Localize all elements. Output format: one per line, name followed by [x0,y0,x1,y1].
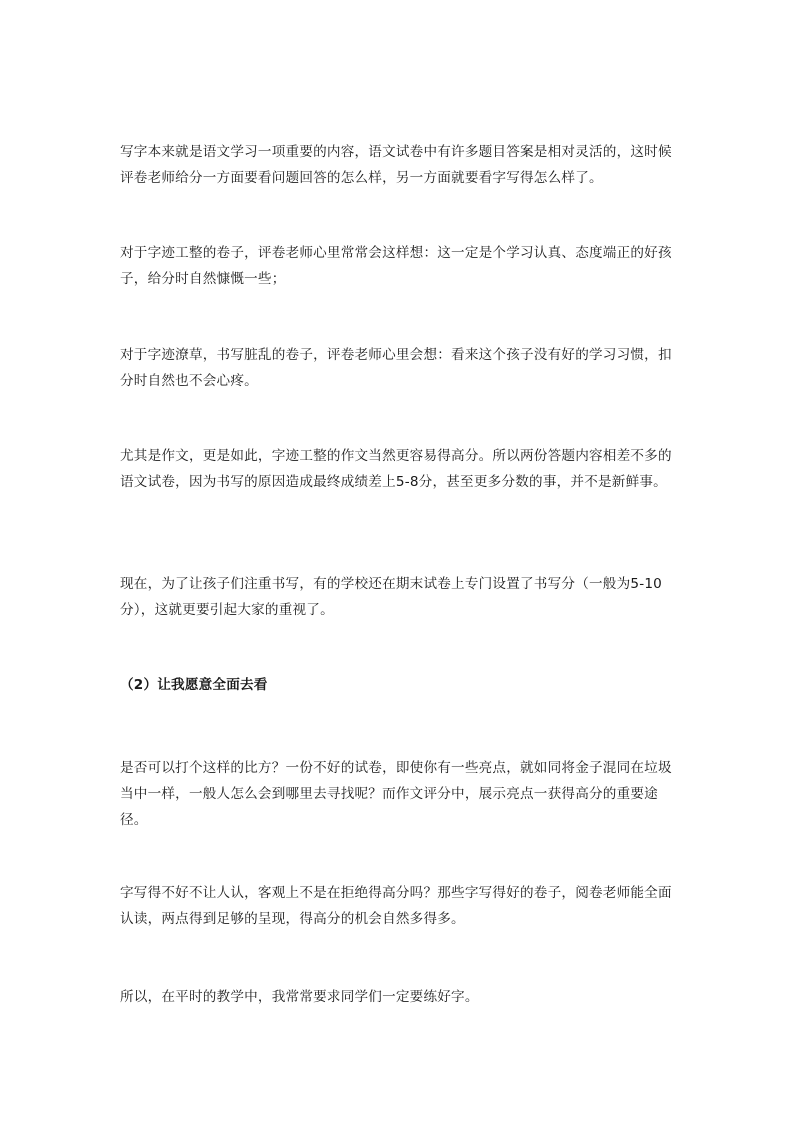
paragraph-1: 写字本来就是语文学习一项重要的内容，语文试卷中有许多题目答案是相对灵活的，这时候评卷老师给分一方面要看问题回答的怎么样，另一方面就要看字写得怎么样了。 [120,144,672,186]
paragraph-6: 是否可以打个这样的比方？一份不好的试卷，即使你有一些亮点，就如同将金子混同在垃圾当中一样，一般人怎么会到哪里去寻找呢？而作文评分中，展示亮点一获得高分的重要途径。 [120,760,672,828]
paragraph-2: 对于字迹工整的卷子，评卷老师心里常常会这样想：这一定是个学习认真、态度端正的好孩子，给分时自然慷慨一些； [120,245,672,287]
paragraph-5: 现在，为了让孩子们注重书写，有的学校还在期末试卷上专门设置了书写分（一般为5-10分），这就更要引起大家的重视了。 [120,576,663,618]
paragraph-8: 所以，在平时的教学中，我常常要求同学们一定要练好字。 [120,989,479,1005]
section-heading: （2）让我愿意全面去看 [120,677,268,693]
paragraph-3: 对于字迹潦草，书写脏乱的卷子，评卷老师心里会想：看来这个孩子没有好的学习习惯，扣分时自然也不会心疼。 [120,347,672,389]
paragraph-7: 字写得不好不让人认，客观上不是在拒绝得高分吗？那些字写得好的卷子，阅卷老师能全面认读，两点得到足够的呈现，得高分的机会自然多得多。 [120,885,672,927]
paragraph-4: 尤其是作文，更是如此，字迹工整的作文当然更容易得高分。所以两份答题内容相差不多的语文试卷，因为书写的原因造成最终成绩差上5-8分，甚至更多分数的事，并不是新鲜事。 [120,448,672,490]
